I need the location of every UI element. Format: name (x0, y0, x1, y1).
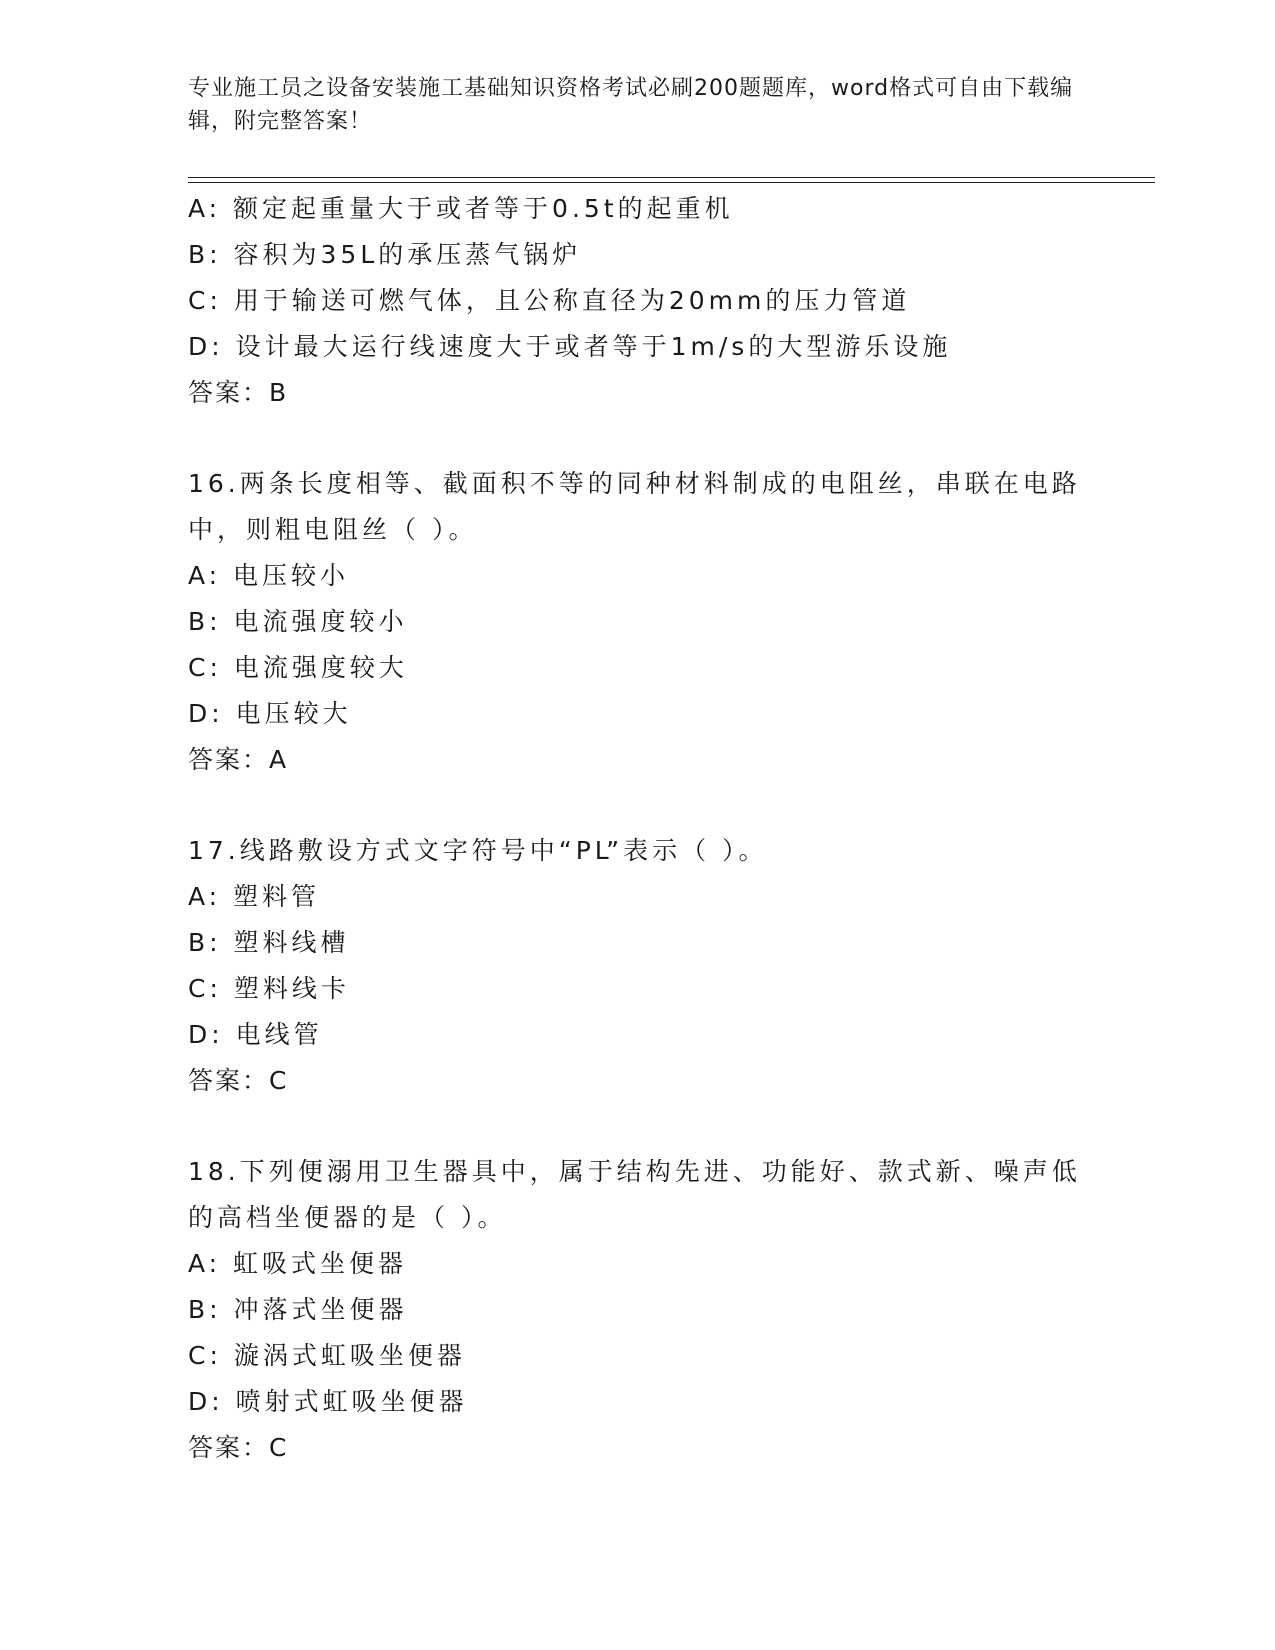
answer-line: 答案：C (188, 1066, 289, 1095)
spacer (188, 1104, 1088, 1149)
option-b: B: 容积为35L的承压蒸气锅炉 (188, 240, 582, 269)
option-c: C: 漩涡式虹吸坐便器 (188, 1341, 466, 1370)
question-16 (188, 461, 1088, 783)
option-d: D: 设计最大运行线速度大于或者等于1m/s的大型游乐设施 (188, 332, 952, 361)
option-c: C: 用于输送可燃气体，且公称直径为20mm的压力管道 (188, 286, 911, 315)
spacer (188, 783, 1088, 828)
option-b: B: 电流强度较小 (188, 607, 408, 636)
option-c: C: 塑料线卡 (188, 974, 350, 1003)
header-rule-bottom (188, 182, 1155, 183)
option-d: D: 电线管 (188, 1020, 323, 1049)
answer-line: 答案：C (188, 1433, 289, 1462)
question-17 (188, 828, 1088, 1104)
option-a: A: 电压较小 (188, 561, 350, 590)
question-stem: 17.线路敷设方式文字符号中“PL”表示（ ）。 (188, 836, 768, 865)
answer-line: 答案：B (188, 378, 289, 407)
spacer (188, 416, 1088, 461)
option-b: B: 冲落式坐便器 (188, 1295, 408, 1324)
document-header: 专业施工员之设备安装施工基础知识资格考试必刷200题题库，word格式可自由下载编辑，附完整答案！ (188, 76, 1074, 134)
question-list (188, 186, 1088, 1471)
option-d: D: 电压较大 (188, 699, 352, 728)
option-a: A: 虹吸式坐便器 (188, 1249, 408, 1278)
question-stem: 18.下列便溺用卫生器具中，属于结构先进、功能好、款式新、噪声低的高档坐便器的是（ ）。 (188, 1157, 1081, 1232)
question-18 (188, 1149, 1088, 1471)
option-a: A: 塑料管 (188, 882, 321, 911)
header-rule-top (188, 177, 1155, 178)
question-partial (188, 186, 1088, 416)
option-d: D: 喷射式虹吸坐便器 (188, 1387, 468, 1416)
answer-line: 答案：A (188, 745, 289, 774)
option-c: C: 电流强度较大 (188, 653, 408, 682)
option-a: A: 额定起重量大于或者等于0.5t的起重机 (188, 194, 734, 223)
option-b: B: 塑料线槽 (188, 928, 350, 957)
question-stem: 16.两条长度相等、截面积不等的同种材料制成的电阻丝，串联在电路中，则粗电阻丝（ ）。 (188, 469, 1081, 544)
